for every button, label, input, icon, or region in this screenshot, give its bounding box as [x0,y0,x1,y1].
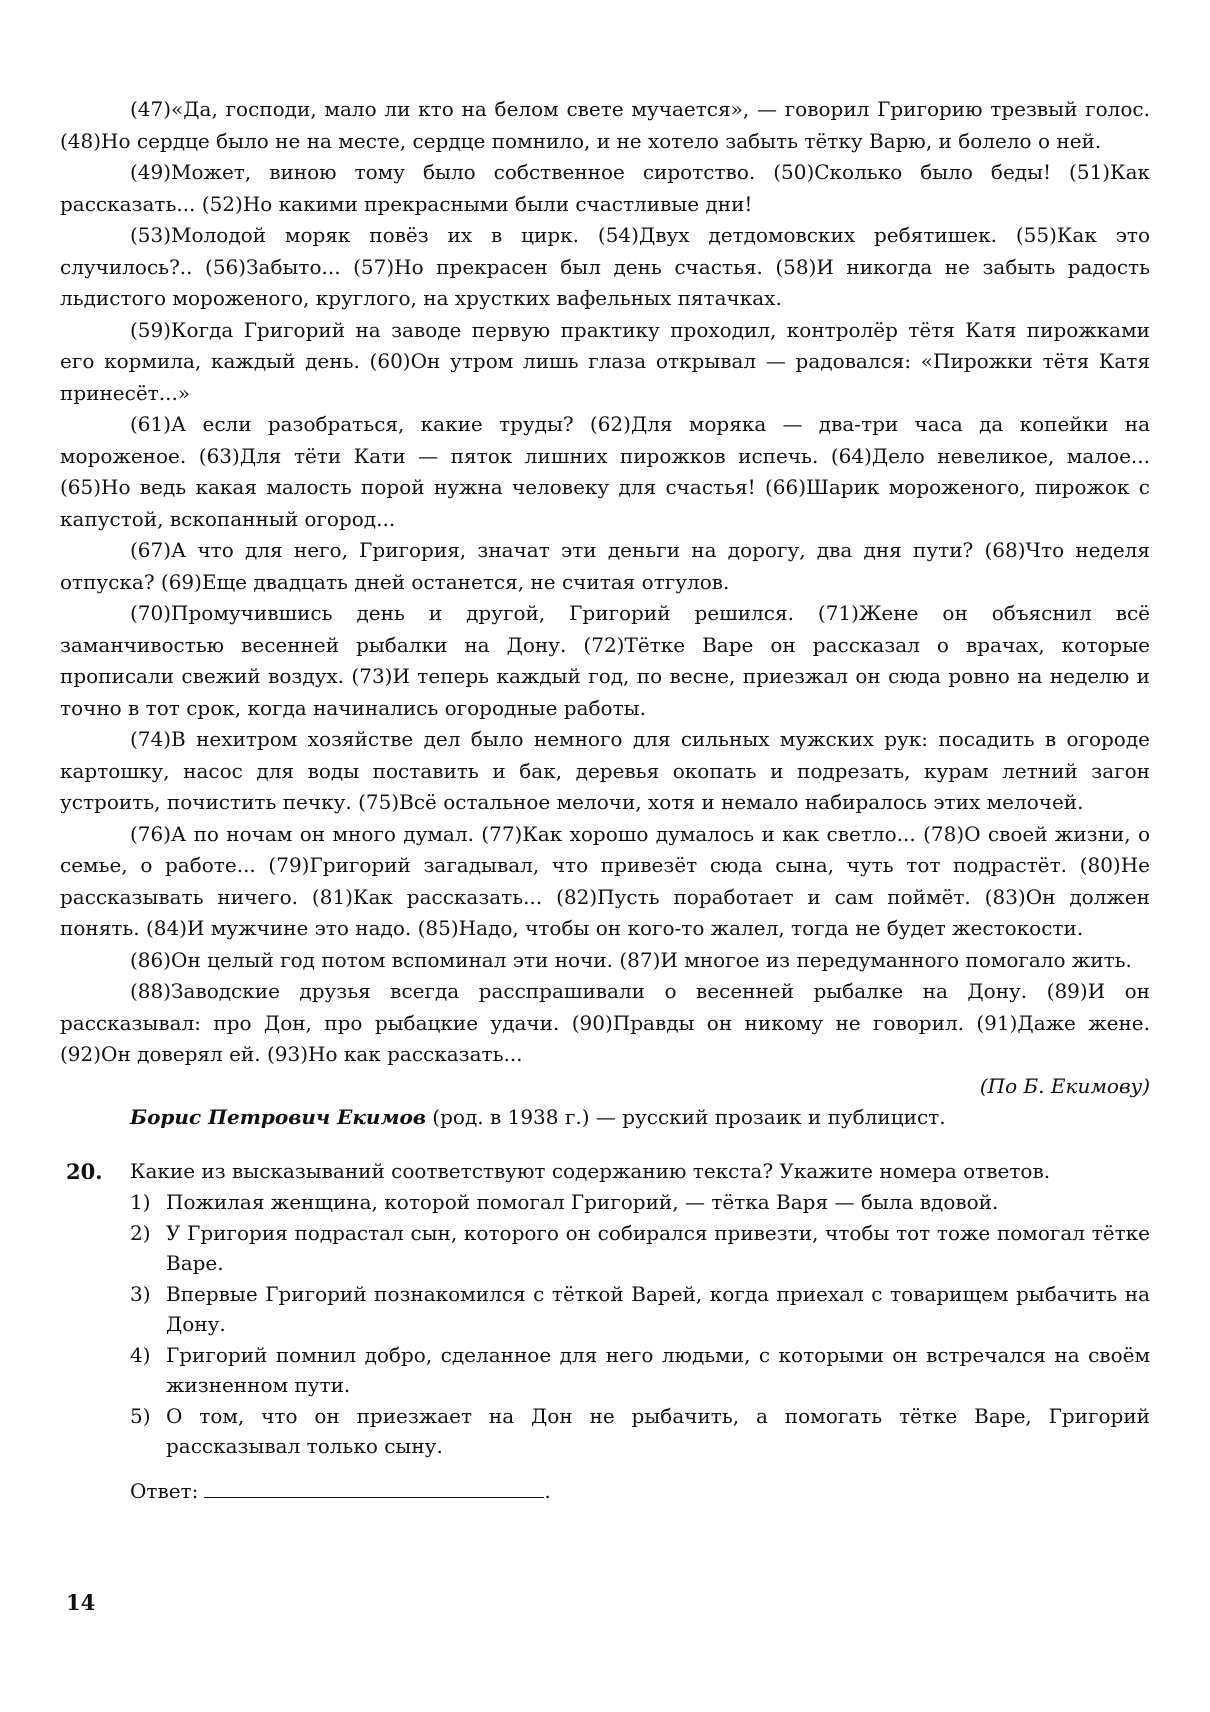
option-number: 3) [130,1282,151,1306]
task-number: 20. [66,1158,103,1184]
answer-row [130,1475,1150,1506]
option-number: 1) [130,1190,151,1214]
author-description: (род. в 1938 г.) — русский прозаик и публицист. [425,1105,946,1129]
paragraph-4: (59)Когда Григорий на заводе первую практику проходил, контролёр тётя Катя пирожками его кормила, каждый день. (60)Он утром лишь глаза открывал — радовался: «Пирожки тётя Катя принесёт...» [60,317,1150,405]
answer-end: . [544,1479,551,1503]
paragraph-5: (61)А если разобраться, какие труды? (62)Для моряка — два-три часа да копейки на мороженое. (63)Для тёти Кати — пяток лишних пирожков испечь. (64)Дело невеликое, малое... (65)Но ведь какая малость порой нужна человеку для счастья! (66)Шарик мороженого, пирожок с капустой, вскопанный огород... [60,412,1150,531]
answer-options [130,1187,1150,1461]
paragraph-10: (86)Он целый год потом вспоминал эти ночи. (87)И многое из передуманного помогало жить. [130,947,1132,972]
option-text: У Григория подрастал сын, которого он собирался привезти, чтобы тот тоже помогал тётке Варе. [166,1221,1150,1275]
paragraph-7: (70)Промучившись день и другой, Григорий решился. (71)Жене он объяснил всё заманчивостью весенней рыбалки на Дону. (72)Тётке Варе он рассказал о врачах, которые прописали свежий воздух. (73)И теперь каждый год, по весне, приезжал он сюда ровно на неделю и точно в тот срок, когда начинались огородные работы. [60,601,1150,720]
option-text: Впервые Григорий познакомился с тёткой Варей, когда приехал с товарищем рыбачить на Дону. [166,1282,1150,1336]
option-number: 5) [130,1404,151,1428]
paragraph-11: (88)Заводские друзья всегда расспрашивали о весенней рыбалке на Дону. (89)И он рассказывал: про Дон, про рыбацкие удачи. (90)Правды он никому не говорил. (91)Даже жене. (92)Он доверял ей. (93)Но как рассказать... [60,979,1150,1066]
paragraph-9: (76)А по ночам он много думал. (77)Как хорошо думалось и как светло... (78)О своей жизни, о семье, о работе... (79)Григорий загадывал, что привезёт сюда сына, чуть тот подрастёт. (80)Не рассказывать ничего. (81)Как рассказать... (82)Пусть поработает и сам поймёт. (83)Он должен понять. (84)И мужчине это надо. (85)Надо, чтобы он кого-то жалел, тогда не будет жестокости. [60,821,1150,940]
option-number: 2) [130,1221,151,1245]
paragraph-8: (74)В нехитром хозяйстве дел было немного для сильных мужских рук: посадить в огороде картошку, насос для воды поставить и бак, деревья окопать и подрезать, курам летний загон устроить, почистить печку. (75)Всё остальное мелочи, хотя и немало набиралось этих мелочей. [60,727,1150,814]
paragraph-1: (47)«Да, господи, мало ли кто на белом свете мучается», — говорил Григорию трезвый голос. (48)Но сердце было не на месте, сердце помнило, и не хотело забыть тётку Варю, и болело о ней. [60,97,1150,153]
answer-label: Ответ: [130,1479,199,1503]
option-2 [130,1218,1150,1278]
answer-field[interactable] [204,1475,544,1498]
paragraph-6: (67)А что для него, Григория, значат эти деньги на дорогу, два дня пути? (68)Что неделя отпуска? (69)Еще двадцать дней останется, не считая отгулов. [60,538,1150,594]
option-5 [130,1401,1150,1461]
story-text [60,94,1150,1071]
paragraph-2: (49)Может, виною тому было собственное сиротство. (50)Сколько было беды! (51)Как рассказать... (52)Но какими прекрасными были счастливые дни! [60,160,1150,216]
task-question: Какие из высказываний соответствуют содержанию текста? Укажите номера ответов. [130,1158,1051,1183]
option-text: Пожилая женщина, которой помогал Григорий, — тётка Варя — была вдовой. [166,1190,999,1214]
option-text: О том, что он приезжает на Дон не рыбачить, а помогать тётке Варе, Григорий рассказывал только сыну. [166,1404,1150,1458]
source-attribution: (По Б. Екимову) [979,1073,1150,1098]
option-text: Григорий помнил добро, сделанное для него людьми, с которыми он встречался на своём жизненном пути. [166,1343,1150,1397]
option-4 [130,1340,1150,1400]
task-20 [60,1156,1150,1507]
page-number: 14 [66,1590,96,1615]
author-name: Борис Петрович Екимов [130,1105,426,1129]
paragraph-3: (53)Молодой моряк повёз их в цирк. (54)Двух детдомовских ребятишек. (55)Как это случилось?.. (56)Забыто... (57)Но прекрасен был день счастья. (58)И никогда не забыть радость льдистого мороженого, круглого, на хрустких вафельных пятачках. [60,223,1150,310]
option-3 [130,1279,1150,1339]
author-note [60,1102,1150,1134]
option-1 [130,1187,1150,1217]
option-number: 4) [130,1343,151,1367]
